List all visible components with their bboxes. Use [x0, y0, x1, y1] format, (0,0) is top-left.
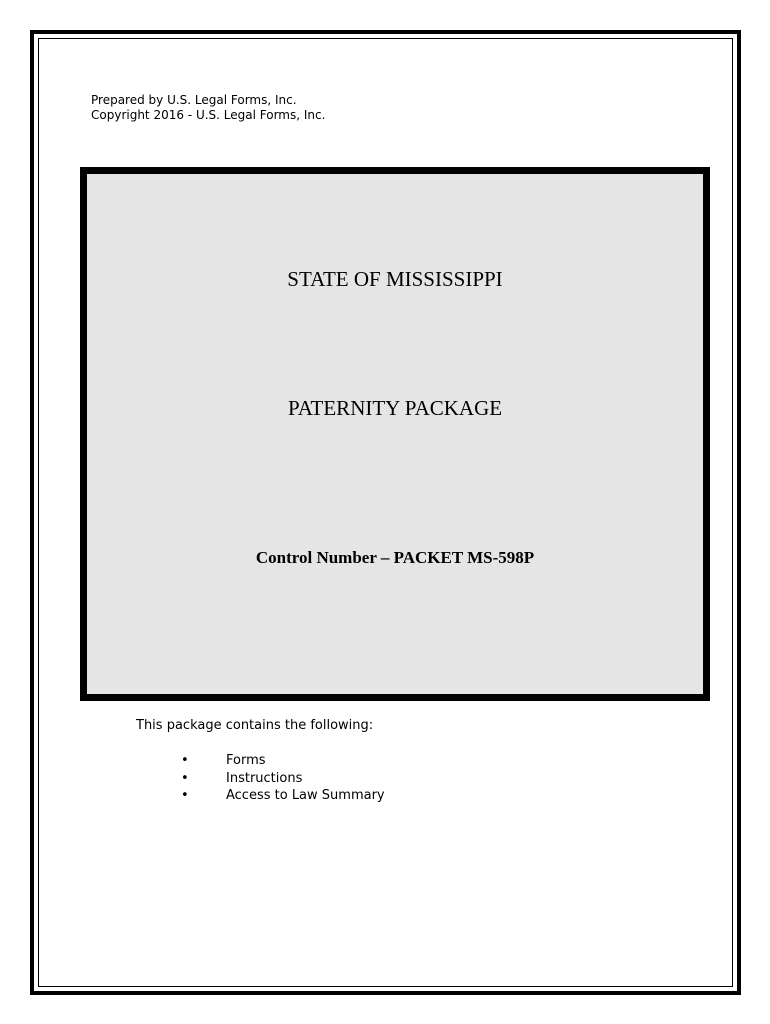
cover-box [80, 167, 710, 701]
package-title: PATERNITY PACKAGE [287, 396, 503, 420]
copyright-text: Copyright 2016 - U.S. Legal Forms, Inc. [91, 108, 326, 122]
list-item [176, 752, 385, 770]
list-item-label: Forms [226, 753, 266, 768]
bullet-icon: • [181, 753, 189, 768]
list-item [176, 770, 385, 788]
bullet-icon: • [181, 788, 189, 803]
control-number: Control Number – PACKET MS-598P [255, 548, 535, 567]
contents-list [176, 752, 385, 805]
list-item [176, 787, 385, 805]
bullet-icon: • [181, 770, 189, 786]
state-title: STATE OF MISSISSIPPI [287, 267, 503, 291]
prepared-by-text: Prepared by U.S. Legal Forms, Inc. [91, 93, 297, 107]
list-item-label: Instructions [226, 770, 303, 786]
list-item-label: Access to Law Summary [226, 788, 385, 803]
contents-intro: This package contains the following: [136, 718, 374, 733]
preparer-credit [91, 93, 325, 123]
